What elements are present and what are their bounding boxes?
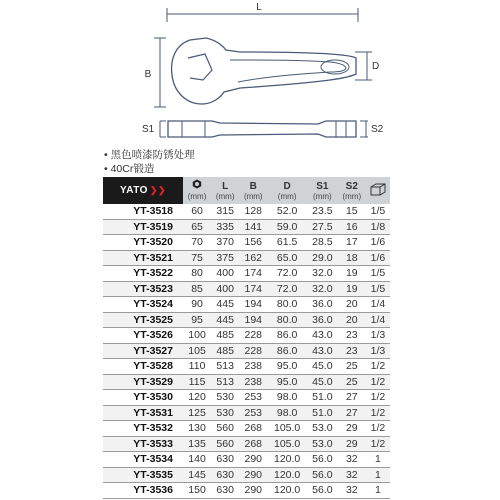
table-row <box>103 374 390 390</box>
label-l: L <box>256 2 262 13</box>
label-s2: S2 <box>371 124 384 135</box>
cell-l: 335 <box>211 219 239 235</box>
cell-code: YT-3528 <box>103 359 183 375</box>
cell-l: 445 <box>211 312 239 328</box>
cell-code: YT-3522 <box>103 266 183 282</box>
cell-s1: 53.0 <box>307 421 338 437</box>
cell-size: 90 <box>183 297 211 313</box>
cell-d: 86.0 <box>267 343 307 359</box>
cell-d: 86.0 <box>267 328 307 344</box>
cell-code: YT-3523 <box>103 281 183 297</box>
cell-d: 72.0 <box>267 281 307 297</box>
cell-l: 560 <box>211 436 239 452</box>
table-row <box>103 250 390 266</box>
cell-pack: 1/3 <box>366 343 390 359</box>
cell-s1: 32.0 <box>307 266 338 282</box>
col-l-header: L <box>211 177 239 192</box>
table-row <box>103 235 390 251</box>
cell-d: 95.0 <box>267 359 307 375</box>
brand-logo: YATO ❯❯ <box>103 177 183 204</box>
cell-d: 80.0 <box>267 297 307 313</box>
cell-s1: 56.0 <box>307 483 338 499</box>
cell-s2: 32 <box>338 467 366 483</box>
table-row <box>103 343 390 359</box>
cell-code: YT-3530 <box>103 390 183 406</box>
cell-s1: 36.0 <box>307 312 338 328</box>
cell-pack: 1/6 <box>366 250 390 266</box>
product-notes <box>104 148 195 176</box>
unit-l: (mm) <box>211 192 239 204</box>
hexagon-nut-icon <box>192 179 202 189</box>
cell-l: 315 <box>211 204 239 219</box>
cell-d: 98.0 <box>267 405 307 421</box>
cell-code: YT-3527 <box>103 343 183 359</box>
unit-s1: (mm) <box>307 192 338 204</box>
table-row <box>103 390 390 406</box>
cell-s1: 32.0 <box>307 281 338 297</box>
cell-l: 630 <box>211 467 239 483</box>
cell-code: YT-3534 <box>103 452 183 468</box>
cell-s2: 16 <box>338 219 366 235</box>
cell-d: 120.0 <box>267 452 307 468</box>
cell-d: 105.0 <box>267 436 307 452</box>
cell-size: 145 <box>183 467 211 483</box>
box-icon <box>370 183 386 196</box>
table-row <box>103 266 390 282</box>
cell-b: 290 <box>239 483 267 499</box>
table-row <box>103 328 390 344</box>
cell-s1: 56.0 <box>307 452 338 468</box>
cell-d: 105.0 <box>267 421 307 437</box>
cell-l: 485 <box>211 343 239 359</box>
cell-b: 162 <box>239 250 267 266</box>
cell-b: 290 <box>239 452 267 468</box>
note-material: • 40Cr锻造 <box>104 163 155 175</box>
cell-code: YT-3531 <box>103 405 183 421</box>
cell-s2: 23 <box>338 328 366 344</box>
cell-d: 61.5 <box>267 235 307 251</box>
cell-d: 98.0 <box>267 390 307 406</box>
table-row <box>103 436 390 452</box>
cell-code: YT-3536 <box>103 483 183 499</box>
cell-s2: 29 <box>338 436 366 452</box>
cell-b: 194 <box>239 312 267 328</box>
cell-code: YT-3529 <box>103 374 183 390</box>
cell-code: YT-3521 <box>103 250 183 266</box>
cell-b: 238 <box>239 359 267 375</box>
cell-code: YT-3535 <box>103 467 183 483</box>
cell-size: 135 <box>183 436 211 452</box>
cell-s1: 43.0 <box>307 328 338 344</box>
cell-size: 85 <box>183 281 211 297</box>
cell-size: 70 <box>183 235 211 251</box>
cell-b: 194 <box>239 297 267 313</box>
table-row <box>103 421 390 437</box>
cell-b: 238 <box>239 374 267 390</box>
cell-d: 59.0 <box>267 219 307 235</box>
cell-l: 630 <box>211 452 239 468</box>
cell-b: 268 <box>239 436 267 452</box>
cell-d: 52.0 <box>267 204 307 219</box>
cell-s2: 32 <box>338 483 366 499</box>
wrench-top-view <box>172 38 356 104</box>
cell-pack: 1/2 <box>366 390 390 406</box>
cell-pack: 1/5 <box>366 204 390 219</box>
col-s2-header: S2 <box>338 177 366 192</box>
wrench-jaw-opening <box>188 54 212 80</box>
label-s1: S1 <box>142 124 155 135</box>
cell-pack: 1/3 <box>366 328 390 344</box>
col-d-header: D <box>267 177 307 192</box>
cell-s1: 51.0 <box>307 390 338 406</box>
cell-pack: 1/5 <box>366 281 390 297</box>
col-s1-header: S1 <box>307 177 338 192</box>
cell-pack: 1/4 <box>366 312 390 328</box>
cell-size: 80 <box>183 266 211 282</box>
cell-s1: 27.5 <box>307 219 338 235</box>
cell-s2: 17 <box>338 235 366 251</box>
unit-b: (mm) <box>239 192 267 204</box>
cell-b: 156 <box>239 235 267 251</box>
unit-d: (mm) <box>267 192 307 204</box>
cell-s2: 25 <box>338 359 366 375</box>
table-row <box>103 204 390 219</box>
table-row <box>103 219 390 235</box>
cell-d: 72.0 <box>267 266 307 282</box>
cell-d: 80.0 <box>267 312 307 328</box>
table-row <box>103 359 390 375</box>
cell-pack: 1/2 <box>366 421 390 437</box>
cell-size: 75 <box>183 250 211 266</box>
cell-l: 375 <box>211 250 239 266</box>
cell-b: 128 <box>239 204 267 219</box>
cell-pack: 1/2 <box>366 405 390 421</box>
cell-size: 125 <box>183 405 211 421</box>
cell-code: YT-3524 <box>103 297 183 313</box>
cell-pack: 1 <box>366 483 390 499</box>
table-row <box>103 312 390 328</box>
cell-l: 445 <box>211 297 239 313</box>
cell-b: 290 <box>239 467 267 483</box>
unit-s2: (mm) <box>338 192 366 204</box>
cell-code: YT-3520 <box>103 235 183 251</box>
cell-s2: 23 <box>338 343 366 359</box>
col-b-header: B <box>239 177 267 192</box>
cell-pack: 1/2 <box>366 359 390 375</box>
cell-s2: 19 <box>338 281 366 297</box>
cell-b: 228 <box>239 343 267 359</box>
cell-size: 115 <box>183 374 211 390</box>
cell-l: 485 <box>211 328 239 344</box>
cell-d: 120.0 <box>267 483 307 499</box>
cell-code: YT-3526 <box>103 328 183 344</box>
cell-l: 513 <box>211 359 239 375</box>
cell-code: YT-3532 <box>103 421 183 437</box>
cell-code: YT-3519 <box>103 219 183 235</box>
cell-b: 174 <box>239 266 267 282</box>
wrench-drawing <box>0 0 500 150</box>
label-d: D <box>372 61 380 72</box>
cell-s2: 19 <box>338 266 366 282</box>
cell-s1: 43.0 <box>307 343 338 359</box>
cell-pack: 1 <box>366 467 390 483</box>
cell-size: 105 <box>183 343 211 359</box>
cell-s1: 29.0 <box>307 250 338 266</box>
cell-pack: 1/2 <box>366 436 390 452</box>
cell-s1: 36.0 <box>307 297 338 313</box>
cell-d: 95.0 <box>267 374 307 390</box>
cell-b: 268 <box>239 421 267 437</box>
cell-size: 130 <box>183 421 211 437</box>
cell-l: 530 <box>211 405 239 421</box>
cell-s2: 20 <box>338 297 366 313</box>
cell-l: 560 <box>211 421 239 437</box>
cell-size: 95 <box>183 312 211 328</box>
cell-code: YT-3518 <box>103 204 183 219</box>
cell-s1: 56.0 <box>307 467 338 483</box>
cell-l: 630 <box>211 483 239 499</box>
table-row <box>103 452 390 468</box>
cell-pack: 1/6 <box>366 235 390 251</box>
table-row <box>103 467 390 483</box>
cell-s2: 27 <box>338 405 366 421</box>
cell-pack: 1 <box>366 452 390 468</box>
cell-l: 400 <box>211 281 239 297</box>
cell-b: 141 <box>239 219 267 235</box>
table-row <box>103 483 390 499</box>
spec-table <box>103 177 390 499</box>
cell-s2: 18 <box>338 250 366 266</box>
table-row <box>103 297 390 313</box>
cell-s1: 51.0 <box>307 405 338 421</box>
cell-size: 150 <box>183 483 211 499</box>
cell-size: 65 <box>183 219 211 235</box>
cell-s2: 27 <box>338 390 366 406</box>
cell-pack: 1/5 <box>366 266 390 282</box>
note-paint: • 黑色喷漆防锈处理 <box>104 149 195 161</box>
cell-s2: 15 <box>338 204 366 219</box>
cell-b: 174 <box>239 281 267 297</box>
cell-s1: 53.0 <box>307 436 338 452</box>
cell-size: 140 <box>183 452 211 468</box>
cell-s1: 45.0 <box>307 374 338 390</box>
col-pack-header <box>366 177 390 204</box>
cell-s2: 20 <box>338 312 366 328</box>
cell-s2: 25 <box>338 374 366 390</box>
col-size-header <box>183 177 211 192</box>
cell-size: 60 <box>183 204 211 219</box>
cell-s1: 45.0 <box>307 359 338 375</box>
table-row <box>103 405 390 421</box>
cell-pack: 1/8 <box>366 219 390 235</box>
wrench-side-view <box>168 121 356 137</box>
unit-size: (mm) <box>183 192 211 204</box>
cell-b: 253 <box>239 405 267 421</box>
cell-code: YT-3533 <box>103 436 183 452</box>
cell-code: YT-3525 <box>103 312 183 328</box>
cell-s1: 28.5 <box>307 235 338 251</box>
cell-s2: 29 <box>338 421 366 437</box>
cell-s2: 32 <box>338 452 366 468</box>
cell-size: 120 <box>183 390 211 406</box>
cell-d: 120.0 <box>267 467 307 483</box>
cell-b: 228 <box>239 328 267 344</box>
cell-l: 370 <box>211 235 239 251</box>
cell-pack: 1/4 <box>366 297 390 313</box>
cell-b: 253 <box>239 390 267 406</box>
label-b: B <box>144 69 152 80</box>
cell-l: 400 <box>211 266 239 282</box>
cell-s1: 23.5 <box>307 204 338 219</box>
cell-d: 65.0 <box>267 250 307 266</box>
cell-pack: 1/2 <box>366 374 390 390</box>
table-row <box>103 281 390 297</box>
cell-size: 100 <box>183 328 211 344</box>
cell-size: 110 <box>183 359 211 375</box>
cell-l: 530 <box>211 390 239 406</box>
cell-l: 513 <box>211 374 239 390</box>
